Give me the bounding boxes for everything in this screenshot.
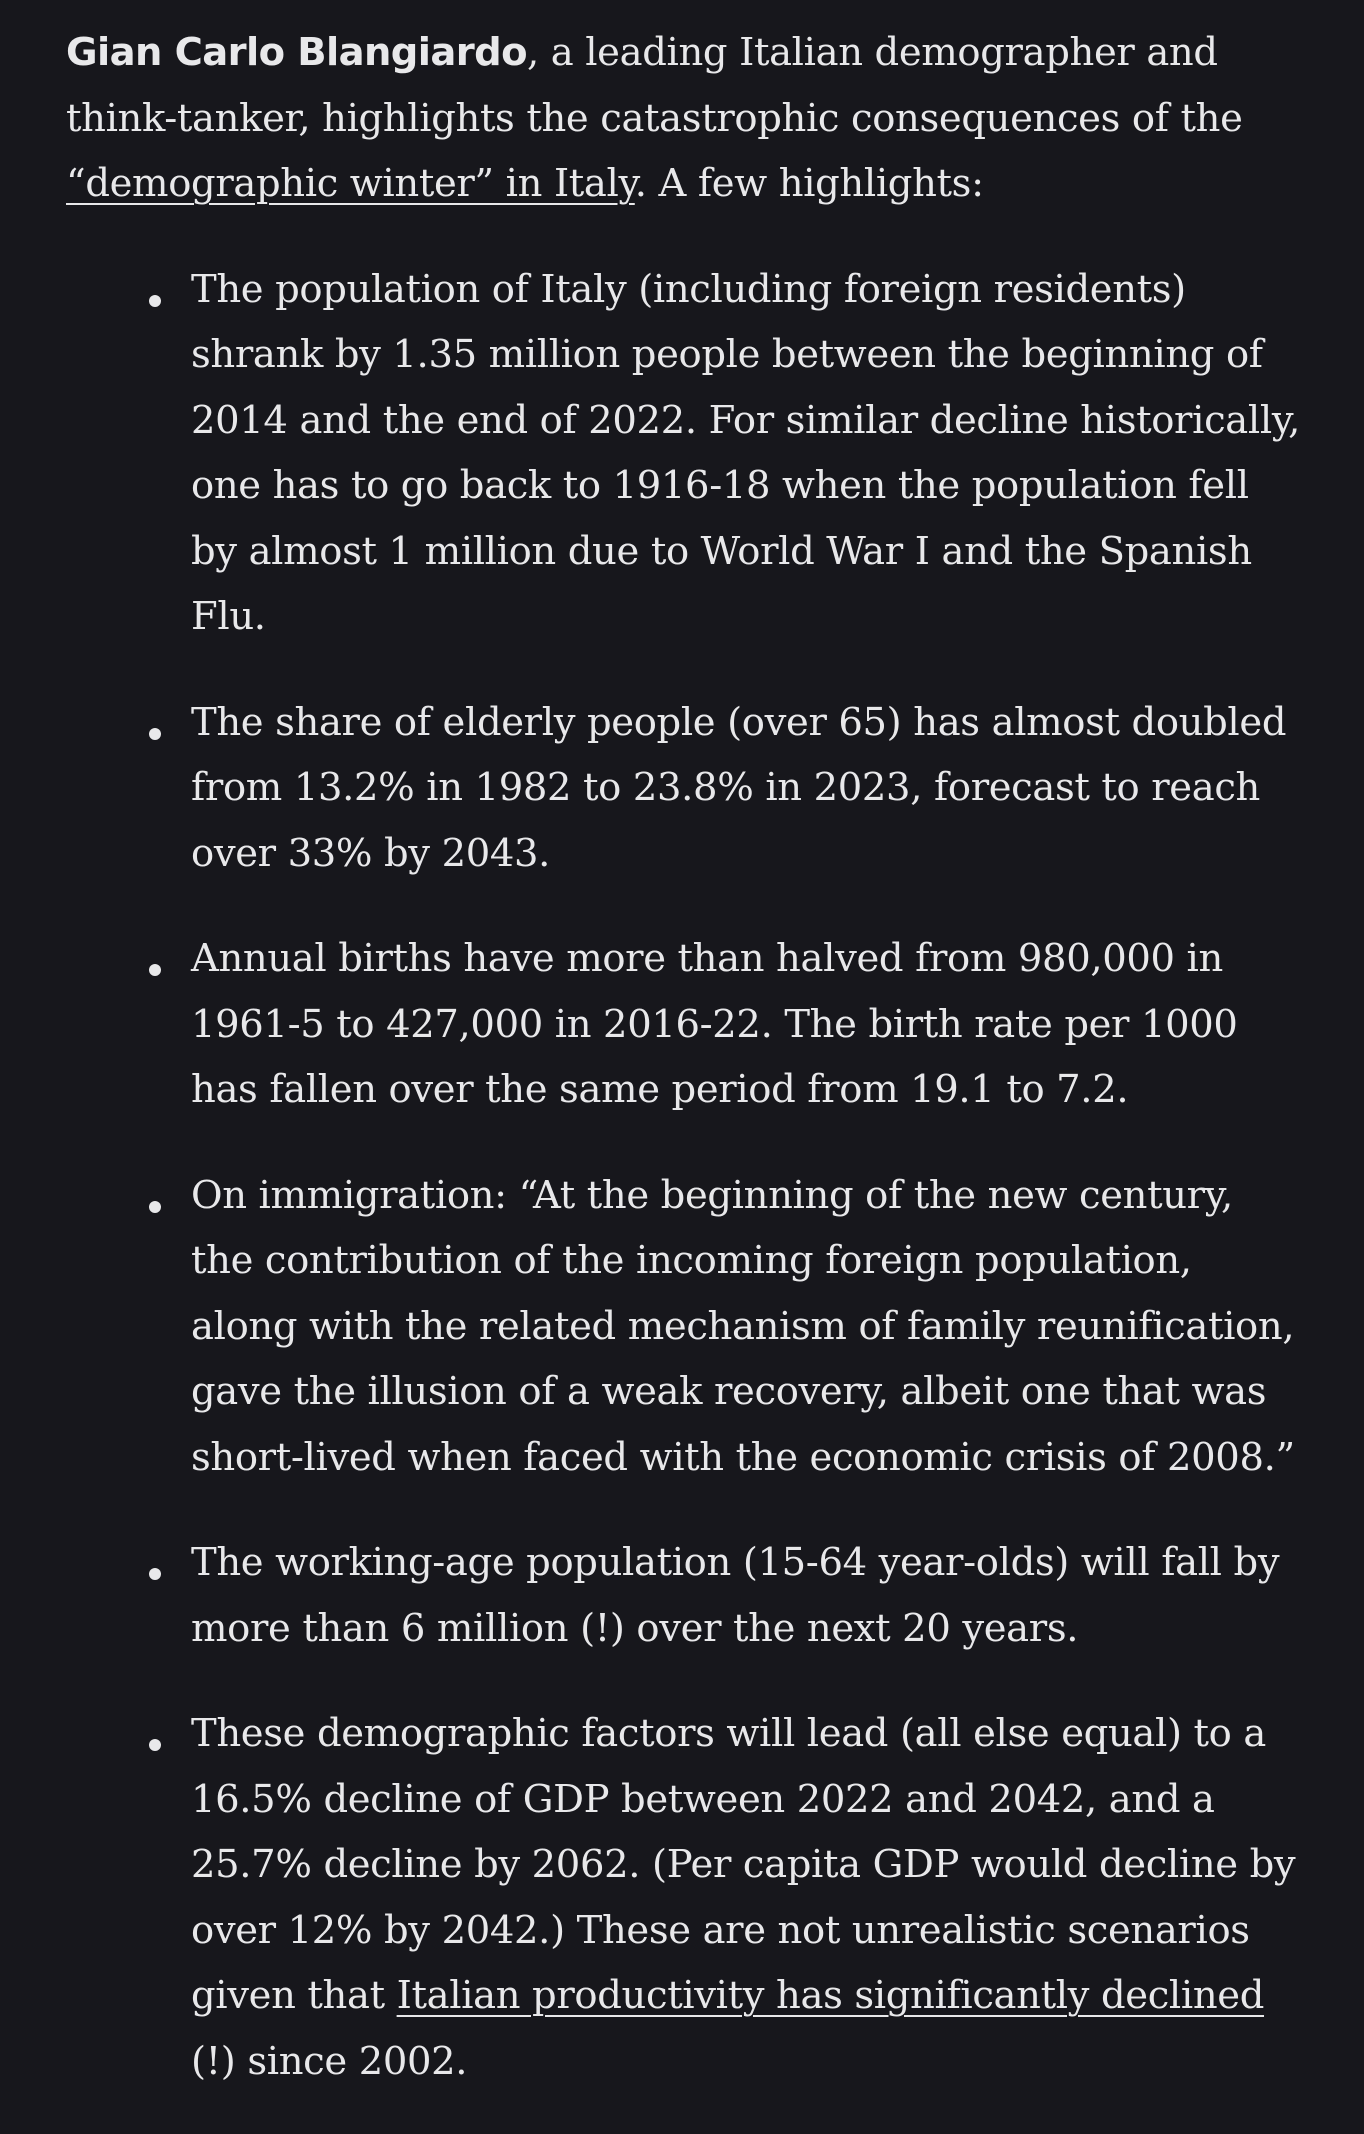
last-item-text-2: (!) since 2002. <box>191 2038 468 2084</box>
intro-text-2: . A few highlights: <box>634 161 984 206</box>
list-item-text: On immigration: “At the beginning of the new century, the contribution of the incoming foreign population, along with the related mechanism of family reunification, gave the illusion of a weak recovery, albeit one that was short-lived when faced with the economic crisis of 2008.” <box>191 1172 1295 1480</box>
author-name: Gian Carlo Blangiardo <box>66 30 527 75</box>
list-item <box>66 1530 1306 1661</box>
bullet-icon <box>149 964 161 976</box>
bullet-icon <box>149 1568 161 1580</box>
list-item <box>66 690 1306 887</box>
list-item-text: The working-age population (15-64 year-olds) will fall by more than 6 million (!) over the next 20 years. <box>191 1540 1280 1651</box>
highlights-list <box>66 257 1306 2095</box>
last-item-text-1: These demographic factors will lead (all else equal) to a 16.5% decline of GDP between 2022 and 2042, and a 25.7% decline by 2062. (Per capita GDP would decline by over 12% by 2042.) These are not unrealistic scenarios given that <box>191 1711 1296 2018</box>
bullet-icon <box>149 1201 161 1213</box>
demographic-winter-link[interactable]: “demographic winter” in Italy <box>66 161 635 206</box>
list-item <box>66 926 1306 1123</box>
list-item <box>66 1701 1306 2094</box>
bullet-icon <box>149 1739 161 1751</box>
productivity-link[interactable]: Italian productivity has significantly declined <box>396 1973 1265 2018</box>
list-item-text: The population of Italy (including foreign residents) shrank by 1.35 million people between the beginning of 2014 and the end of 2022. For similar decline historically, one has to go back to 1916-18 when the population fell by almost 1 million due to World War I and the Spanish Flu. <box>191 266 1300 639</box>
bullet-icon <box>149 295 161 307</box>
list-item <box>66 257 1306 650</box>
list-item-text: The share of elderly people (over 65) has almost doubled from 13.2% in 1982 to 23.8% in 2023, forecast to reach over 33% by 2043. <box>191 699 1287 876</box>
bullet-icon <box>149 728 161 740</box>
list-item-text: Annual births have more than halved from 980,000 in 1961-5 to 427,000 in 2016-22. The birth rate per 1000 has fallen over the same period from 19.1 to 7.2. <box>191 936 1238 1112</box>
list-item <box>66 1163 1306 1491</box>
article-body <box>66 20 1306 2134</box>
intro-paragraph <box>66 20 1306 217</box>
intro-text-1: , a leading Italian demographer and think-tanker, highlights the catastrophic consequences of the <box>66 30 1243 141</box>
